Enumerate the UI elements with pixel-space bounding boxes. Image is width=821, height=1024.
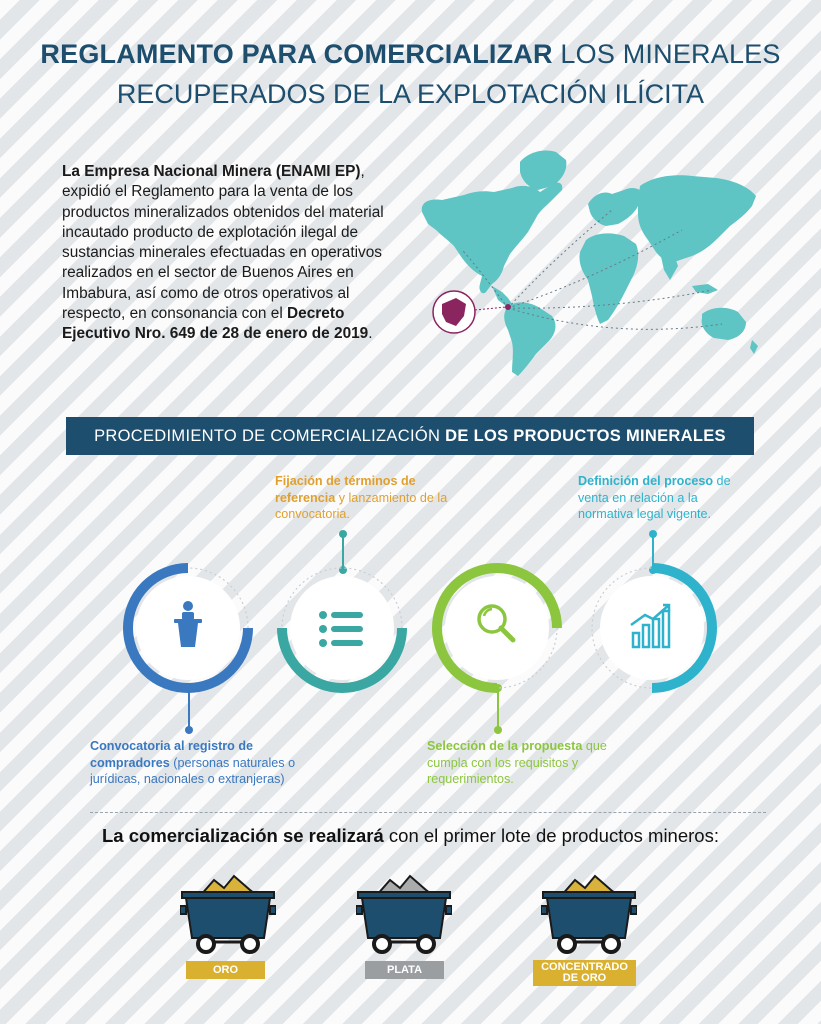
step-4-rest: de venta en relación a la normativa legal vigente.: [578, 474, 731, 521]
central-america-shape: [492, 286, 512, 306]
dashed-separator: [90, 812, 766, 813]
step-2-circle: [277, 563, 407, 693]
banner-regular: PROCEDIMIENTO DE COMERCIALIZACIÓN: [94, 426, 441, 445]
intro-bold-start: La Empresa Nacional Minera (ENAMI EP): [62, 163, 361, 180]
mine-cart-concentrado: [541, 870, 637, 956]
intro-body: , expidió el Reglamento para la venta de los productos mineralizados obtenidos del material incautado producto de explotación ilegal de sustancias minerales efectuadas en operativos realizados en el sector de Buenos Aires en Imbabura, así como de otros operativos al respecto, en consonancia con el: [62, 163, 384, 323]
step-2-text: [275, 473, 450, 523]
title-bold: REGLAMENTO PARA COMERCIALIZAR: [40, 39, 553, 69]
intro-bold-end: Decreto Ejecutivo Nro. 649 de 28 de enero de 2019: [62, 305, 369, 343]
page-title: [0, 38, 821, 110]
step-3-circle: [432, 563, 562, 693]
intro-paragraph: [62, 162, 400, 345]
label-concentrado-line2: DE ORO: [562, 972, 607, 984]
europe-shape: [588, 188, 644, 226]
step-3-text: [427, 738, 607, 788]
title-rest: LOS MINERALES: [560, 39, 781, 69]
new-zealand-shape: [750, 340, 758, 354]
step-4-bold: Definición del proceso: [578, 474, 714, 488]
asia-shape: [638, 175, 756, 261]
procedure-banner: [66, 417, 754, 455]
step-1-circle: [123, 563, 253, 693]
intro-tail: .: [368, 325, 373, 343]
step-1-text: [90, 738, 320, 788]
step-2-bold: Fijación de términos de referencia: [275, 474, 416, 505]
step-4-text: [578, 473, 748, 523]
lote-bold: La comercialización se realizará: [102, 825, 384, 846]
checklist-icon: [319, 611, 363, 647]
africa-shape: [579, 233, 638, 324]
step-1-bold: Convocatoria al registro de compradores: [90, 739, 254, 770]
banner-bold: DE LOS PRODUCTOS MINERALES: [445, 426, 726, 445]
step-1-rest: (personas naturales o jurídicas, nacionales o extranjeras): [90, 755, 296, 786]
lote-rest: con el primer lote de productos mineros:: [383, 825, 719, 846]
title-line2: RECUPERADOS DE LA EXPLOTACIÓN ILÍCITA: [116, 79, 705, 109]
step-2-end-dot: [339, 530, 347, 538]
indonesia-shape: [692, 284, 718, 294]
australia-shape: [702, 308, 746, 340]
label-concentrado-de-oro: [533, 960, 636, 986]
label-concentrado-line1: CONCENTRADO: [541, 961, 628, 973]
south-america-shape: [504, 302, 555, 376]
north-america-shape: [422, 183, 563, 294]
label-oro: ORO: [186, 961, 265, 979]
step-4-end-dot: [649, 530, 657, 538]
step-2-rest: y lanzamiento de la convocatoria.: [275, 490, 448, 521]
label-plata: PLATA: [365, 961, 444, 979]
step-3-rest: que cumpla con los requisitos y requerimientos.: [427, 739, 607, 786]
step-3-end-dot: [494, 726, 502, 734]
world-map: [412, 140, 762, 380]
mine-cart-oro: [180, 870, 276, 956]
lote-heading: [0, 825, 821, 847]
step-1-end-dot: [185, 726, 193, 734]
step-3-bold: Selección de la propuesta: [427, 739, 583, 753]
mine-cart-plata: [356, 870, 452, 956]
step-4-circle: [587, 563, 717, 693]
